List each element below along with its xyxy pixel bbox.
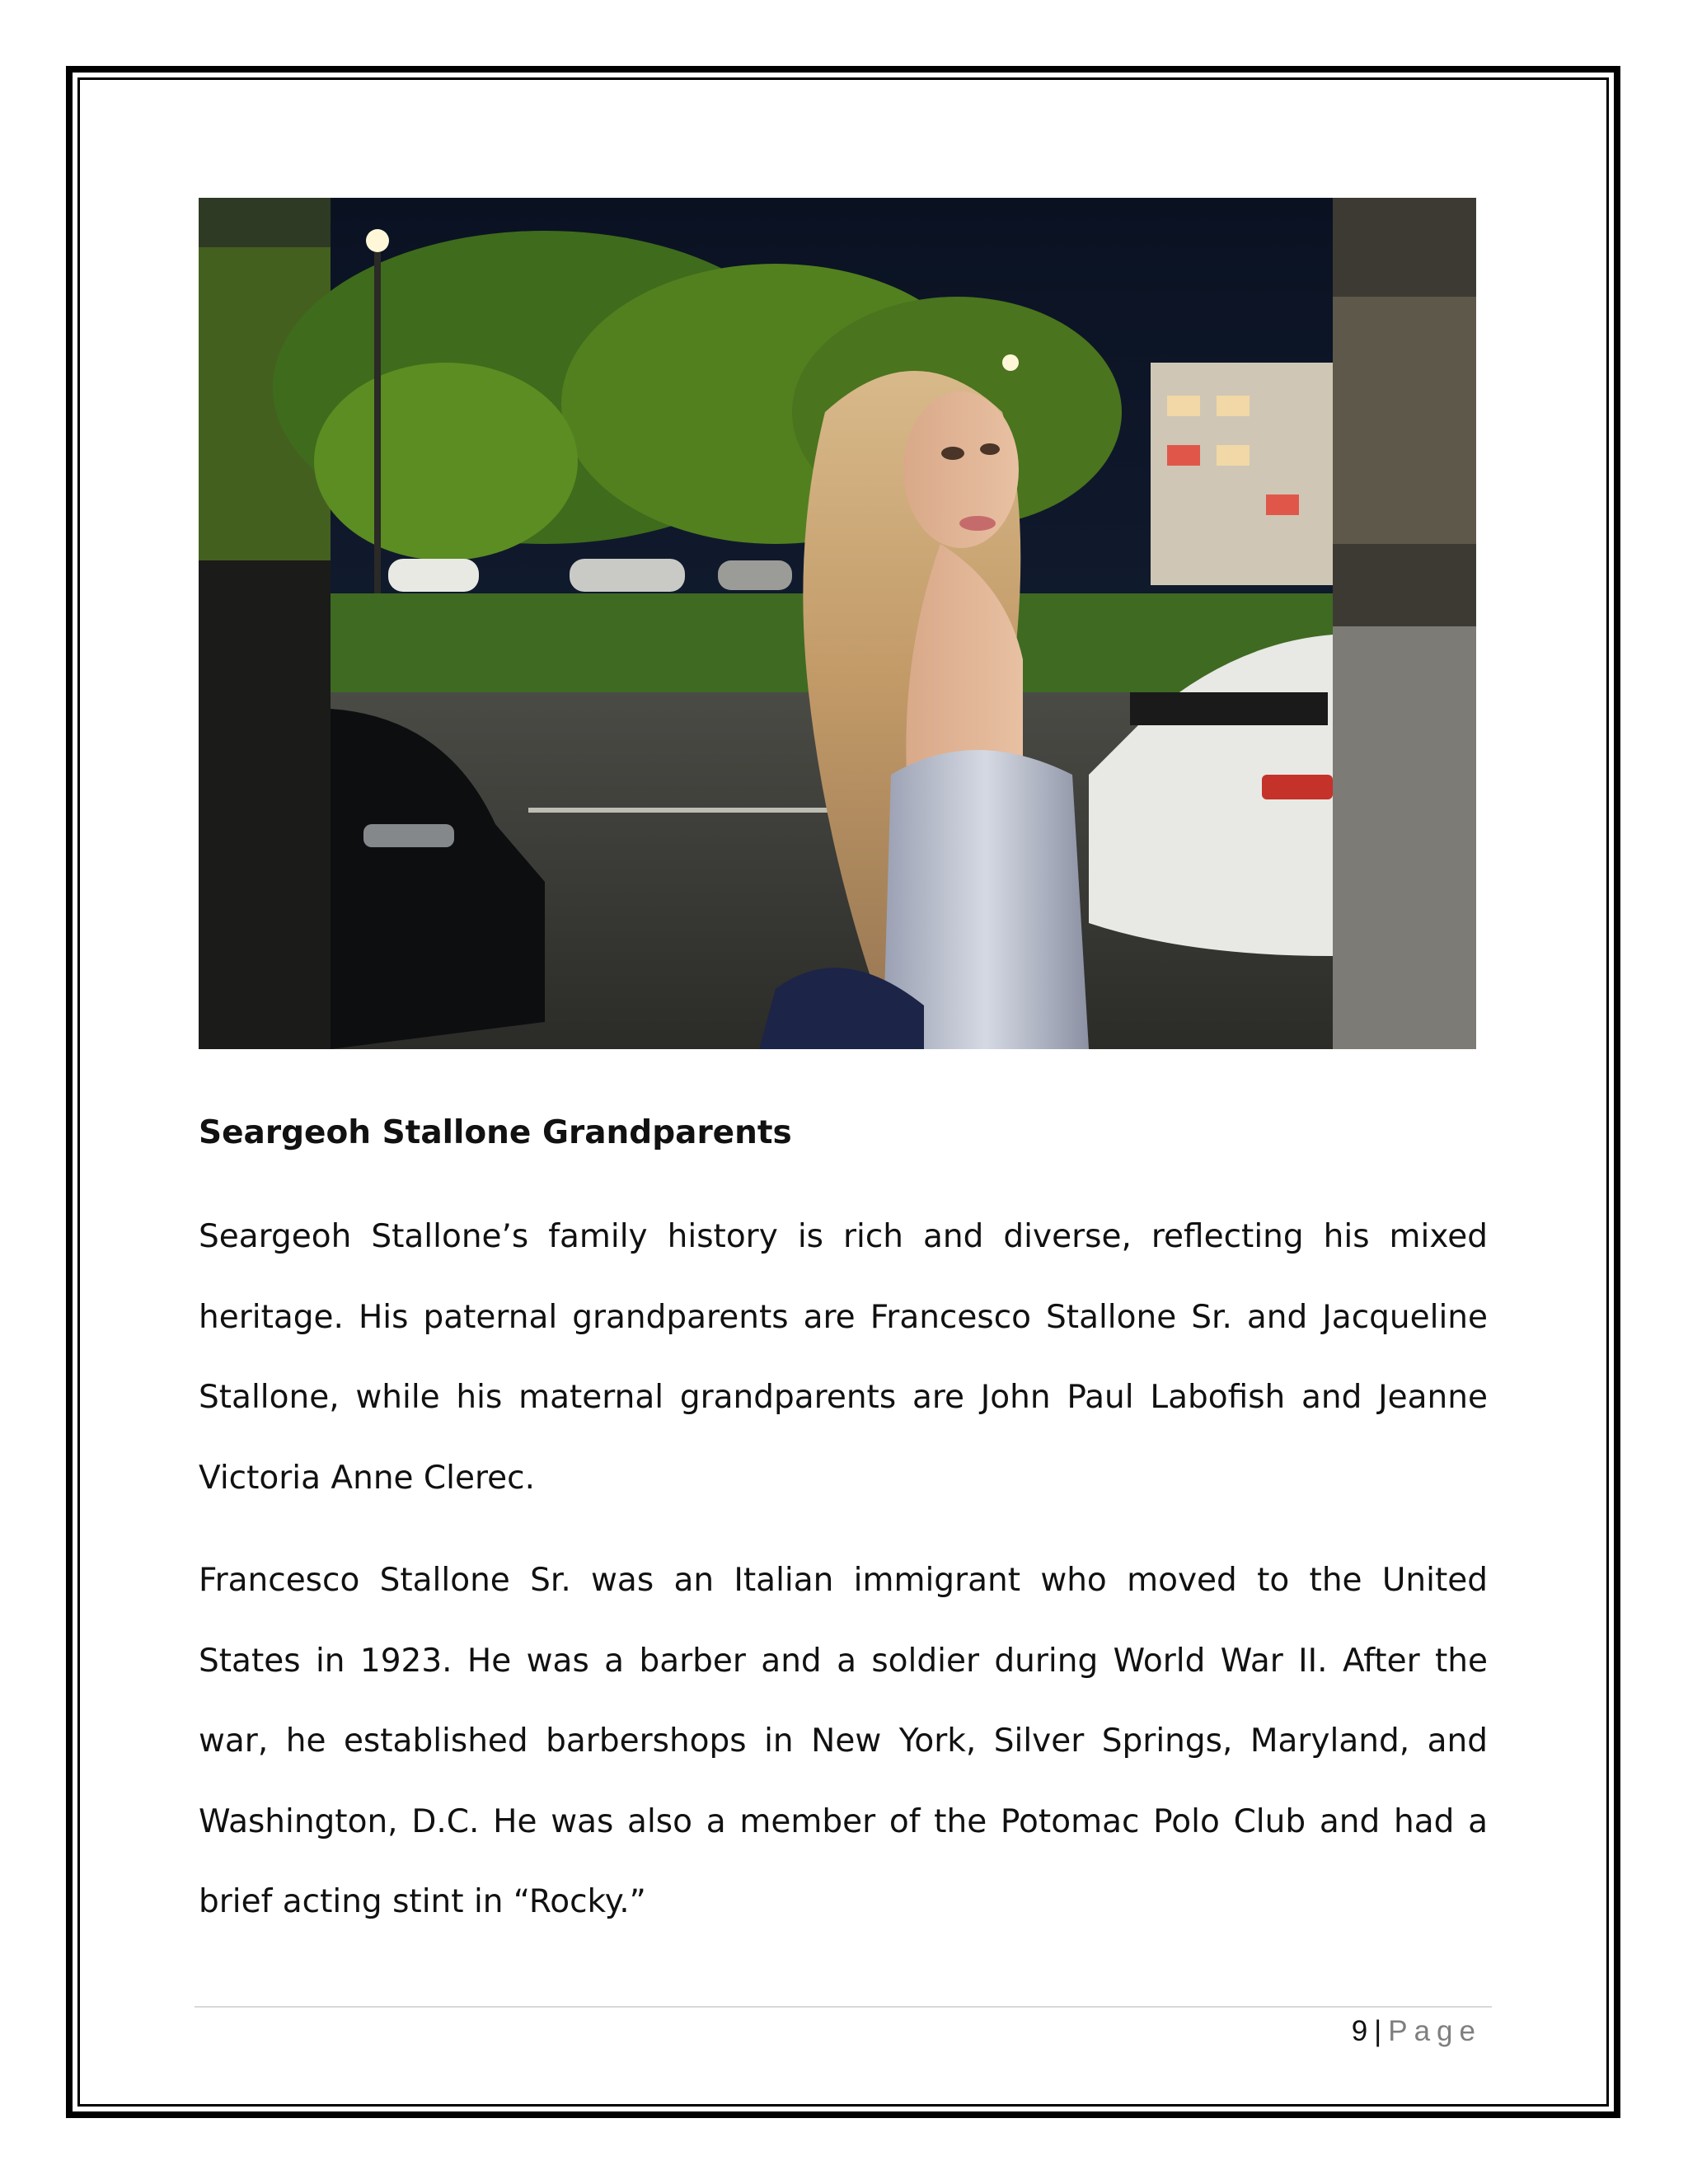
paragraph-francesco-stallone: Francesco Stallone Sr. was an Italian immigrant who moved to the United States in 1923. He was a barber and a soldier during World War II. After the war, he established barbershops in New York, Silver Springs, Maryland, and Washington, D.C. He was also a member of the Potomac Polo Club and had a brief acting stint in “Rocky.” <box>199 1562 1488 1920</box>
page-separator: | <box>1374 2015 1382 2047</box>
photo-woman-night-street <box>199 198 1476 1049</box>
page-label: Page <box>1388 2015 1482 2047</box>
section-heading: Seargeoh Stallone Grandparents <box>199 1114 792 1151</box>
page-footer <box>1352 2013 1482 2050</box>
page-number: 9 <box>1351 2015 1368 2047</box>
footer-divider <box>195 2006 1492 2008</box>
paragraph-grandparents-intro: Seargeoh Stallone’s family history is rich and diverse, reflecting his mixed heritage. His paternal grandparents are Francesco Stallone Sr. and Jacqueline Stallone, while his maternal grandparents are John Paul Labofish and Jeanne Victoria Anne Clerec. <box>199 1218 1488 1497</box>
